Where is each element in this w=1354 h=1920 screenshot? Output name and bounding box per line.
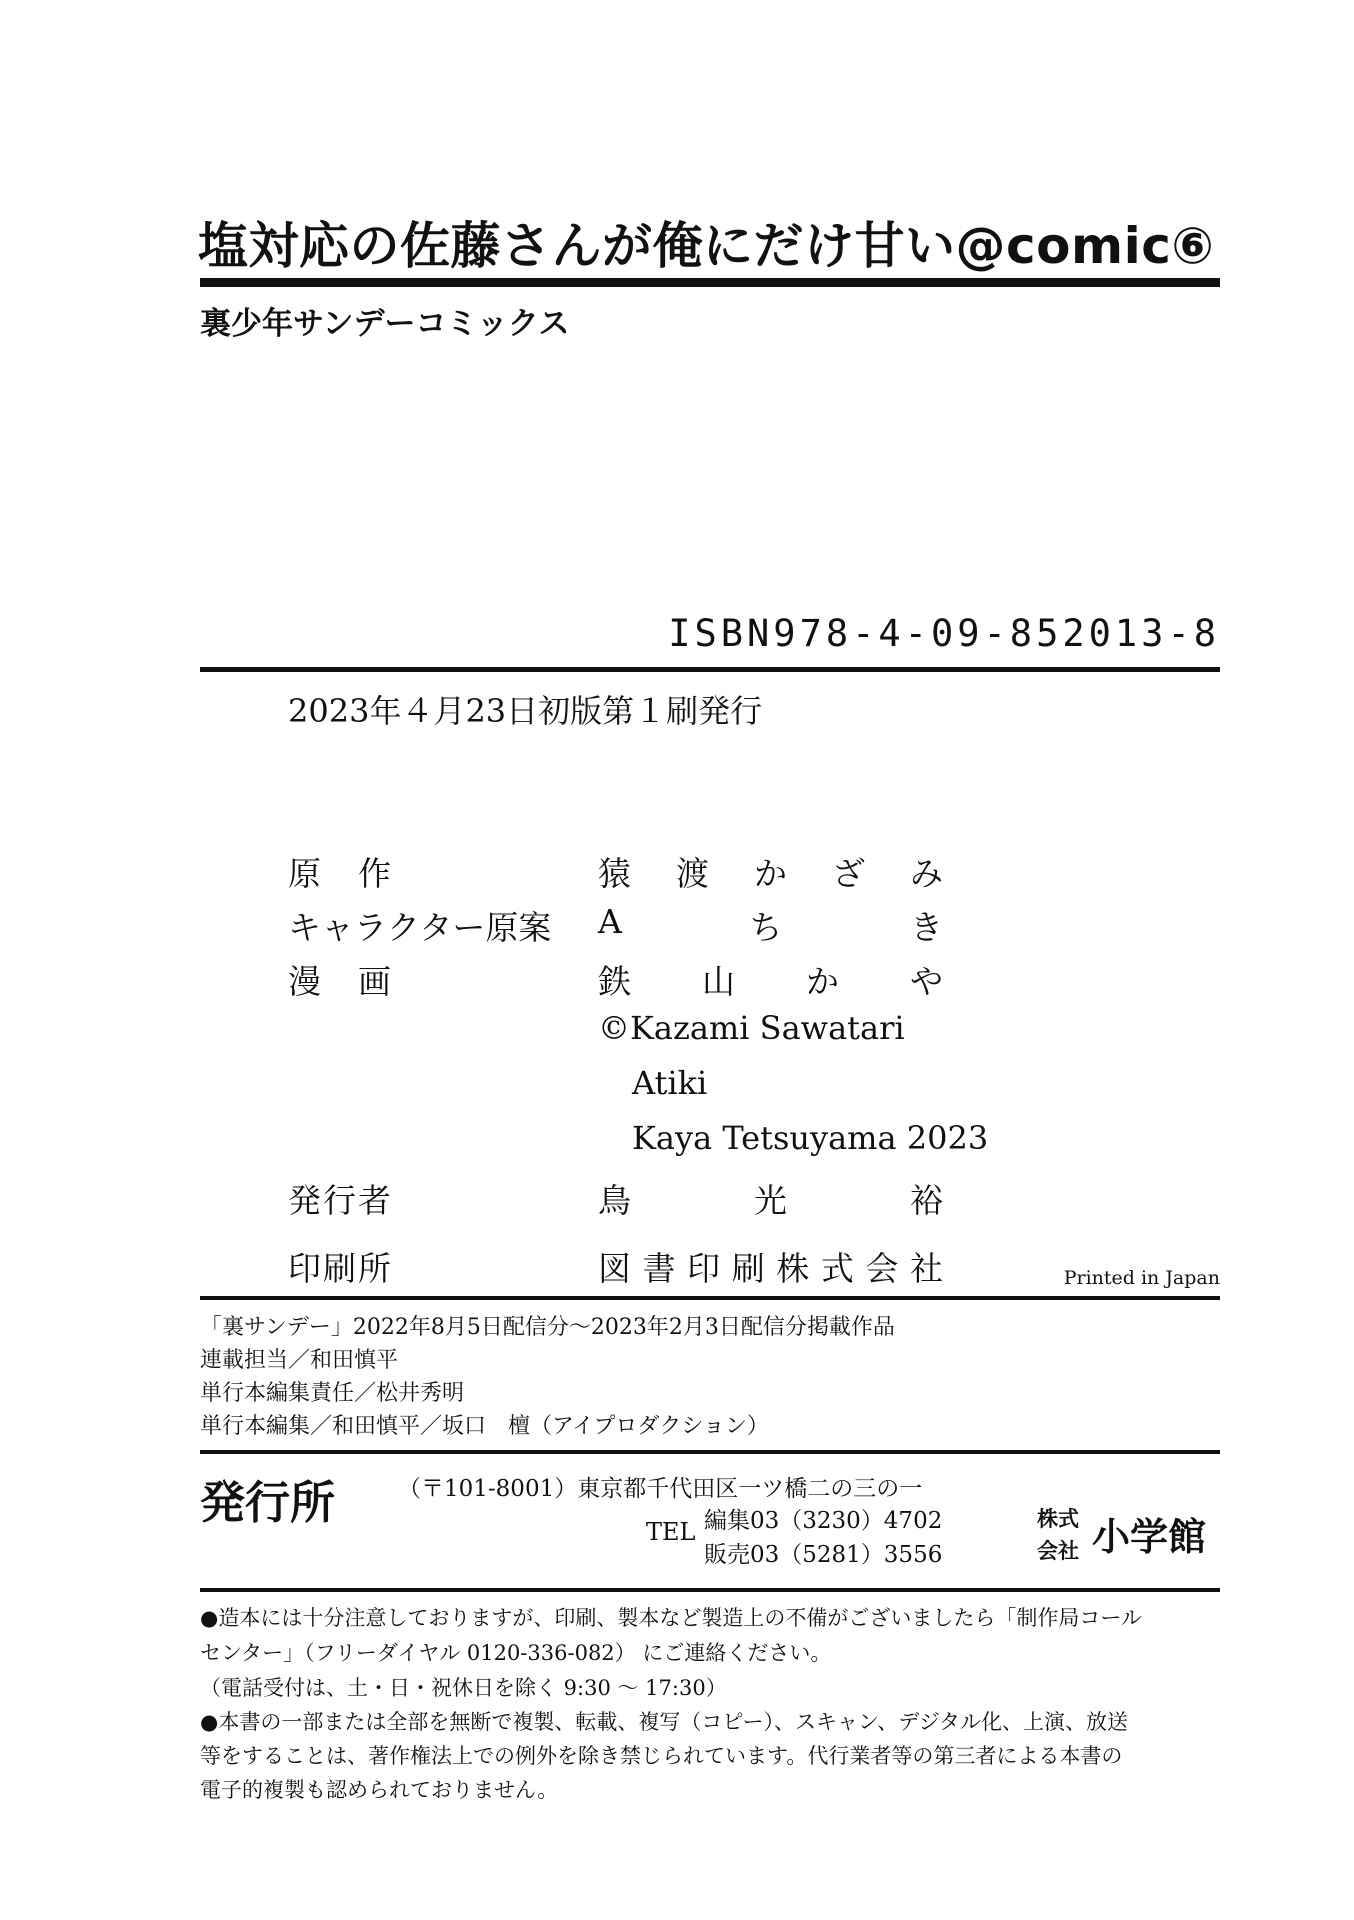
credit-name-printer xyxy=(598,1243,943,1290)
copyright-line-3: Kaya Tetsuyama 2023 xyxy=(632,1119,989,1157)
editorial-source: 「裏サンデー」2022年8月5日配信分〜2023年2月3日配信分掲載作品 xyxy=(200,1315,895,1340)
corp-type-2: 会社 xyxy=(1037,1539,1079,1563)
name-char: A xyxy=(598,902,622,941)
name-char: か xyxy=(754,854,787,893)
name-char: ち xyxy=(749,908,783,947)
name-char: 会 xyxy=(865,1249,899,1288)
name-char: 鉄 xyxy=(598,962,631,1001)
editorial-editors: 単行本編集／和田慎平／坂口 檀（アイプロダクション） xyxy=(200,1414,769,1439)
note-line: センター」（フリーダイヤル 0120-336-082） にご連絡ください。 xyxy=(200,1641,832,1665)
name-char: 鳥 xyxy=(598,1181,631,1220)
name-char: 印 xyxy=(687,1249,721,1288)
corp-type-1: 株式 xyxy=(1037,1507,1079,1531)
name-char: 図 xyxy=(598,1249,631,1288)
name-char: や xyxy=(910,962,943,1001)
credit-name-publisher xyxy=(598,1175,943,1222)
editorial-rule xyxy=(200,1450,1220,1454)
name-char: 式 xyxy=(820,1249,854,1288)
name-char: か xyxy=(806,962,839,1001)
publish-date: 2023年４月23日初版第１刷発行 xyxy=(288,692,763,730)
tel-label: TEL xyxy=(646,1518,696,1546)
name-char: み xyxy=(910,854,943,893)
editorial-chief: 単行本編集責任／松井秀明 xyxy=(200,1381,465,1406)
name-char: 猿 xyxy=(598,854,631,893)
name-char: 渡 xyxy=(676,854,709,893)
name-char: き xyxy=(910,908,943,947)
credit-role-original: 原 作 xyxy=(288,854,393,893)
company-name: 小学館 xyxy=(1092,1515,1207,1559)
note-line: 等をすることは、著作権法上での例外を除き禁じられています。代行業者等の第三者による本書の xyxy=(200,1744,1123,1768)
credit-name-original xyxy=(598,848,943,895)
name-char: 刷 xyxy=(731,1249,765,1288)
name-char: 社 xyxy=(909,1249,943,1288)
credit-role-manga: 漫 画 xyxy=(288,962,393,1001)
series-label: 裏少年サンデーコミックス xyxy=(200,306,570,342)
credits-rule xyxy=(200,1296,1220,1300)
tel-sales: 販売03（5281）3556 xyxy=(704,1542,943,1568)
book-title: 塩対応の佐藤さんが俺にだけ甘い@comic⑥ xyxy=(198,217,1215,275)
note-line: ●造本には十分注意しておりますが、印刷、製本など製造上の不備がございましたら「制作局コール xyxy=(200,1606,1142,1630)
credit-role-publisher: 発行者 xyxy=(288,1181,393,1220)
name-char: 裕 xyxy=(910,1181,943,1220)
title-rule xyxy=(200,278,1220,287)
copyright-line-1: ©Kazami Sawatari xyxy=(598,1009,905,1047)
publisher-office-label: 発行所 xyxy=(200,1476,336,1529)
name-char: 光 xyxy=(754,1181,787,1220)
name-char: 株 xyxy=(776,1249,810,1288)
printed-in-japan: Printed in Japan xyxy=(1063,1267,1220,1289)
note-line: （電話受付は、土・日・祝休日を除く 9:30 〜 17:30） xyxy=(200,1676,727,1700)
copyright-line-2: Atiki xyxy=(632,1064,708,1102)
credit-role-printer: 印刷所 xyxy=(288,1249,393,1288)
name-char: 山 xyxy=(702,962,735,1001)
editorial-serial: 連載担当／和田慎平 xyxy=(200,1348,399,1373)
name-char: 書 xyxy=(642,1249,676,1288)
credit-role-character: キャラクター原案 xyxy=(288,908,552,947)
note-line: ●本書の一部または全部を無断で複製、転載、複写（コピー）、スキャン、デジタル化、上演、放送 xyxy=(200,1710,1129,1734)
publisher-address: （〒101-8001）東京都千代田区一ツ橋二の三の一 xyxy=(398,1476,923,1502)
credit-name-manga xyxy=(598,956,943,1003)
office-rule xyxy=(200,1588,1220,1592)
name-char: ざ xyxy=(832,854,865,893)
tel-editorial: 編集03（3230）4702 xyxy=(704,1508,943,1534)
isbn-rule xyxy=(200,667,1220,672)
isbn: ISBN978-4-09-852013-8 xyxy=(668,612,1220,655)
credit-name-character xyxy=(598,902,943,949)
note-line: 電子的複製も認められておりません。 xyxy=(200,1778,559,1802)
